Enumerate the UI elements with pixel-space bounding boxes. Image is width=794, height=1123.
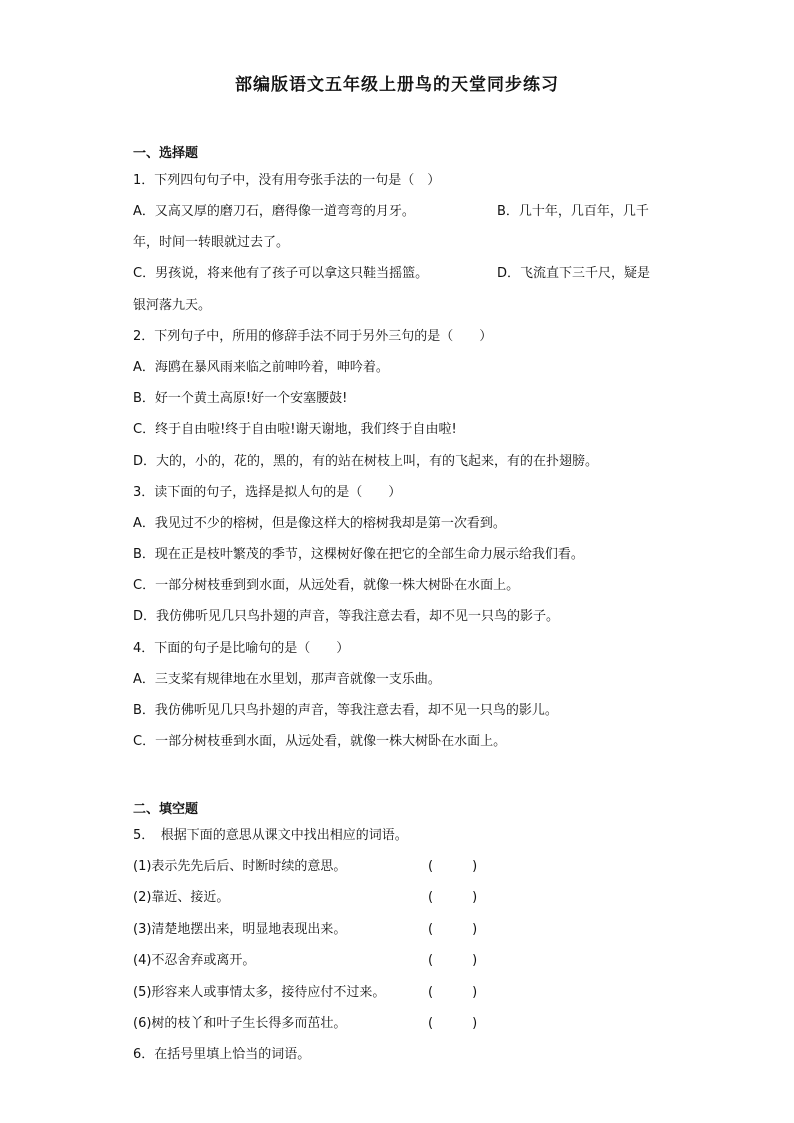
question-4-stem: 4．下面的句子是比喻句的是（ ） bbox=[133, 641, 350, 656]
question-4-option-a: A．三支桨有规律地在水里划，那声音就像一支乐曲。 bbox=[133, 672, 441, 687]
answer-blank[interactable]: ( ) bbox=[428, 890, 478, 905]
question-5-item-5: (5)形容来人或事情太多，接待应付不过来。 bbox=[133, 985, 386, 1000]
question-4-option-b: B．我仿佛听见几只鸟扑翅的声音，等我注意去看，却不见一只鸟的影儿。 bbox=[133, 703, 558, 718]
question-1-stem: 1．下列四句句子中，没有用夸张手法的一句是（ ） bbox=[133, 173, 441, 188]
question-5-stem: 5． 根据下面的意思从课文中找出相应的词语。 bbox=[133, 828, 408, 843]
question-5-item-4: (4)不忍舍弃或离开。 bbox=[133, 953, 256, 968]
section-heading-choice: 一、选择题 bbox=[133, 146, 199, 161]
question-5-item-3: (3)清楚地摆出来，明显地表现出来。 bbox=[133, 922, 347, 937]
answer-blank[interactable]: ( ) bbox=[428, 953, 478, 968]
question-2-option-b: B．好一个黄土高原!好一个安塞腰鼓! bbox=[133, 391, 348, 406]
question-4-option-c: C．一部分树枝垂到水面，从远处看，就像一株大树卧在水面上。 bbox=[133, 734, 507, 749]
question-1-option-b-cont: 年，时间一转眼就过去了。 bbox=[133, 235, 290, 250]
question-3-option-a: A．我见过不少的榕树，但是像这样大的榕树我却是第一次看到。 bbox=[133, 516, 506, 531]
question-2-option-a: A．海鸥在暴风雨来临之前呻吟着，呻吟着。 bbox=[133, 360, 389, 375]
answer-blank[interactable]: ( ) bbox=[428, 859, 478, 874]
question-2-stem: 2．下列句子中，所用的修辞手法不同于另外三句的是（ ） bbox=[133, 329, 493, 344]
question-1-option-d-cont: 银河落九天。 bbox=[133, 298, 212, 313]
question-6-stem: 6．在括号里填上恰当的词语。 bbox=[133, 1047, 311, 1062]
question-3-option-b: B．现在正是枝叶繁茂的季节，这棵树好像在把它的全部生命力展示给我们看。 bbox=[133, 547, 584, 562]
answer-blank[interactable]: ( ) bbox=[428, 922, 478, 937]
question-3-option-d: D．我仿佛听见几只鸟扑翅的声音，等我注意去看，却不见一只鸟的影子。 bbox=[133, 609, 560, 624]
page-title: 部编版语文五年级上册鸟的天堂同步练习 bbox=[235, 75, 559, 95]
question-5-item-6: (6)树的枝丫和叶子生长得多而茁壮。 bbox=[133, 1016, 347, 1031]
question-2-option-d: D．大的，小的，花的，黑的，有的站在树枝上叫，有的飞起来，有的在扑翅膀。 bbox=[133, 454, 599, 469]
question-2-option-c: C．终于自由啦!终于自由啦!谢天谢地，我们终于自由啦! bbox=[133, 422, 457, 437]
question-1-option-a: A．又高又厚的磨刀石，磨得像一道弯弯的月牙。 bbox=[133, 204, 415, 219]
question-5-item-2: (2)靠近、接近。 bbox=[133, 890, 230, 905]
question-1-option-b: B．几十年，几百年，几千 bbox=[497, 204, 649, 219]
section-heading-fill: 二、填空题 bbox=[133, 802, 199, 817]
question-1-option-c: C．男孩说，将来他有了孩子可以拿这只鞋当摇篮。 bbox=[133, 266, 429, 281]
question-5-item-1: (1)表示先先后后、时断时续的意思。 bbox=[133, 859, 347, 874]
question-1-option-d: D．飞流直下三千尺，疑是 bbox=[497, 266, 651, 281]
question-3-option-c: C．一部分树枝垂到到水面，从远处看，就像一株大树卧在水面上。 bbox=[133, 578, 520, 593]
answer-blank[interactable]: ( ) bbox=[428, 985, 478, 1000]
question-3-stem: 3．读下面的句子，选择是拟人句的是（ ） bbox=[133, 485, 402, 500]
answer-blank[interactable]: ( ) bbox=[428, 1016, 478, 1031]
